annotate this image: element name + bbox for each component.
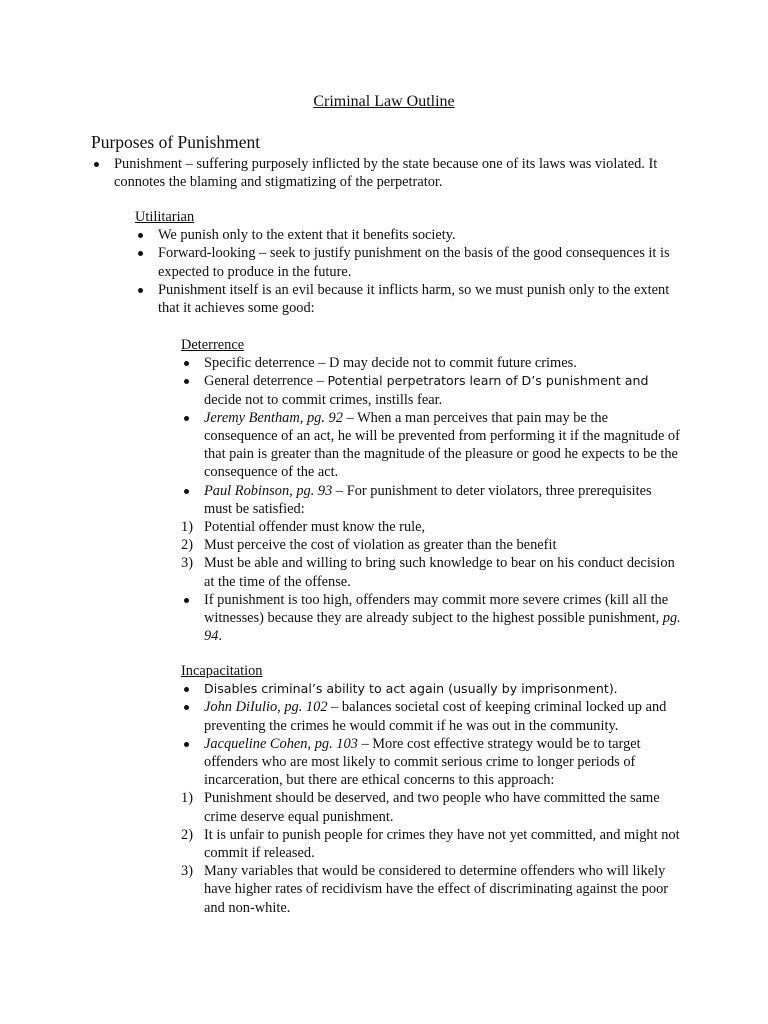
item-number: 1) [181,790,193,807]
list-item: Punishment itself is an evil because it inflicts harm, so we must punish only to the extent that it achieves some good: [135,281,683,317]
utilitarian-heading: Utilitarian [135,209,195,225]
item-number: 2) [181,826,193,843]
item-text: Must perceive the cost of violation as greater than the benefit [204,537,557,554]
deterrence-heading: Deterrence [181,337,245,353]
numbered-item [181,789,683,825]
utilitarian-list [135,226,683,317]
item-text: If punishment is too high, offenders may commit more severe crimes (kill all the witnesses) because they are already subject to the highest possible punishment, [204,591,669,627]
citation-text: – For punishment to deter violators, three prerequisites must be satisfied: [204,482,652,517]
item-text: Potential offender must know the rule, [204,519,426,536]
item-number: 3) [181,555,193,572]
citation: Paul Robinson, pg. 93 [204,482,333,499]
list-item [181,735,683,917]
definition-text: – suffering purposely inflicted by the state because one of its laws was violated. It connotes the blaming and stigmatizing of the perpetrator. [114,156,658,191]
item-text: Disables criminal’s ability to act again (usually by imprisonment) [204,681,614,697]
concern-list [181,789,683,916]
incapacitation-section [181,662,683,917]
item-text: Many variables that would be considered to determine offenders who will likely have higher rates of recidivism have the effect of discriminating against the poor and non-white. [204,863,669,916]
deterrence-section [181,336,683,645]
citation: Jacqueline Cohen, pg. 103 [204,735,358,752]
citation: pg. 94 [204,610,681,645]
item-text: It is unfair to punish people for crimes they have not yet committed, and might not commit if released. [204,826,680,862]
item-text: Must be able and willing to bring such knowledge to bear on his conduct decision at the time of the offense. [204,555,675,590]
incapacitation-list [181,680,683,917]
page-title: Criminal Law Outline [313,93,455,110]
list-item [181,680,683,698]
list-item [181,698,683,734]
deterrence-list [181,354,683,645]
numbered-item [181,862,683,917]
prerequisite-list [181,518,683,591]
item-number: 2) [181,537,193,554]
citation-text: – When a man perceives that pain may be the consequence of an act, he will be prevented from performing it if the magnitude of that pain is greater than the magnitude of the pleasure or good he expects to be the consequence of the act. [204,409,680,481]
numbered-item [181,536,683,554]
definition-list [91,155,681,191]
section-heading: Purposes of Punishment [91,132,261,152]
definition-term: Punishment [114,156,182,172]
list-item: We punish only to the extent that it benefits society. [135,226,683,244]
utilitarian-section [135,208,683,317]
item-text-end: . [613,681,618,698]
citation-text: – More cost effective strategy would be to target offenders who are most likely to commit serious crime to longer periods of incarceration, but there are ethical concerns to this approach: [204,735,641,789]
incapacitation-heading: Incapacitation [181,663,263,679]
list-item [181,482,683,591]
item-number: 1) [181,519,193,536]
citation: Jeremy Bentham, pg. 92 [204,409,343,426]
list-item [181,409,683,482]
general-deterrence-text: Potential perpetrators learn of D’s punishment and [327,373,649,389]
numbered-item [181,826,683,862]
numbered-item [181,554,683,590]
list-item [181,372,683,408]
list-item: Specific deterrence – D may decide not to commit future crimes. [181,354,683,372]
list-item: Forward-looking – seek to justify punishment on the basis of the good consequences it is expected to produce in the future. [135,244,683,280]
item-text-end: . [218,628,222,645]
item-number: 3) [181,863,193,880]
citation: John DiIulio, pg. 102 [204,699,328,716]
list-item [181,591,683,646]
numbered-item [181,518,683,536]
citation-text: – balances societal cost of keeping criminal locked up and preventing the crimes he would commit if he was out in the community. [204,699,667,734]
general-deterrence-end: decide not to commit crimes, instills fear. [204,391,443,408]
definition-item [91,155,681,191]
item-text: Punishment should be deserved, and two people who have committed the same crime deserve equal punishment. [204,790,660,825]
general-deterrence-label: General deterrence – [204,373,328,390]
